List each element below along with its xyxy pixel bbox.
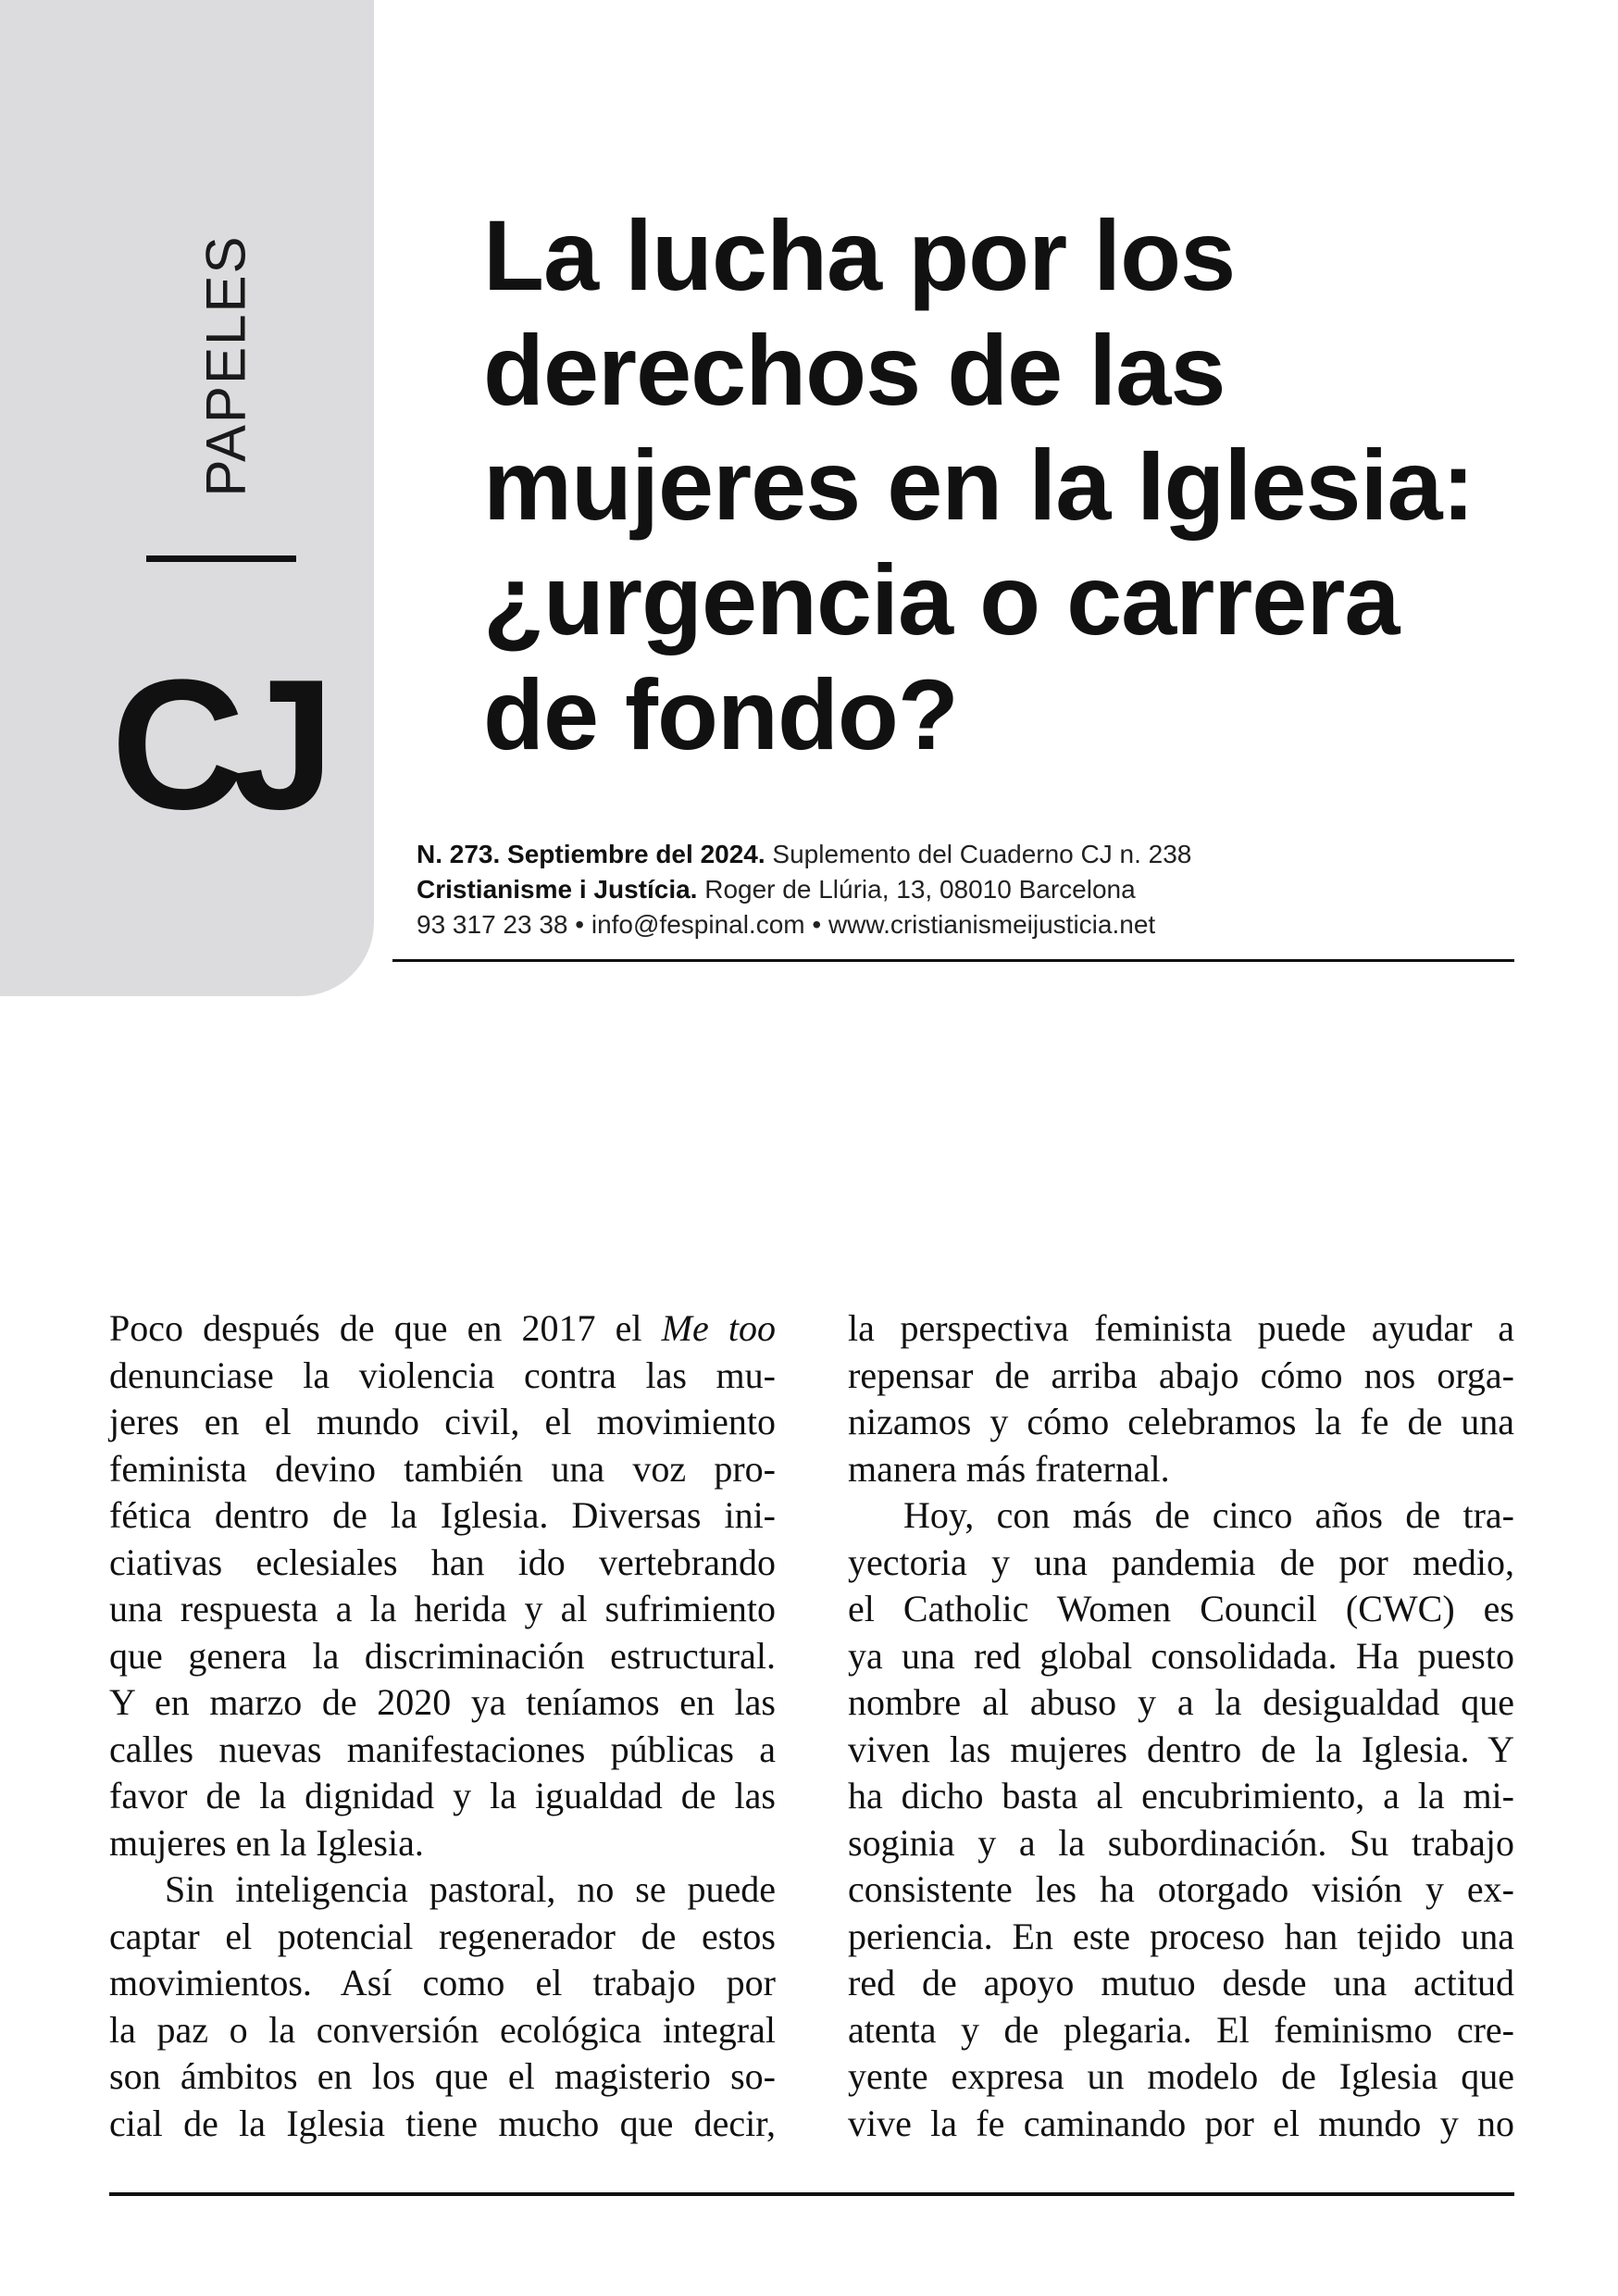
text-line: captar el potencial regenerador de estos	[109, 1915, 776, 1957]
issue-number: N. 273. Septiembre del 2024.	[417, 840, 765, 868]
contact-line: 93 317 23 38 • info@fespinal.com • www.cristianismeijusticia.net	[417, 910, 1156, 939]
series-label: PAPELES	[194, 234, 257, 497]
series-divider	[146, 555, 296, 562]
text-line: ciativas eclesiales han ido vertebrando	[109, 1541, 776, 1583]
text-line: manera más fraternal.	[848, 1447, 1170, 1490]
article-column-left	[109, 1305, 776, 2147]
emphasis-text: Me too	[661, 1307, 776, 1349]
text-line: mujeres en la Iglesia.	[109, 1821, 424, 1864]
text-line: la paz o la conversión ecológica integral	[109, 2008, 776, 2051]
text-line: soginia y a la subordinación. Su trabajo	[848, 1821, 1514, 1864]
text-line: atenta y de plegaria. El feminismo cre-	[848, 2008, 1514, 2051]
title-line: La lucha por los	[483, 199, 1236, 311]
text-line: nombre al abuso y a la desigualdad que	[848, 1681, 1514, 1723]
text-line: periencia. En este proceso han tejido una	[848, 1915, 1514, 1957]
text-line: yente expresa un modelo de Iglesia que	[848, 2055, 1514, 2097]
issue-line	[417, 837, 1509, 872]
text-line: red de apoyo mutuo desde una actitud	[848, 1962, 1514, 2003]
text-line: el Catholic Women Council (CWC) es	[848, 1588, 1514, 1629]
text-line: cial de la Iglesia tiene mucho que decir,	[109, 2102, 776, 2144]
text-line: yectoria y una pandemia de por medio,	[848, 1541, 1514, 1583]
text-line: la perspectiva feminista puede ayudar a	[848, 1307, 1514, 1349]
publisher-name: Cristianisme i Justícia.	[417, 875, 698, 904]
text-line: son ámbitos en los que el magisterio so-	[109, 2055, 776, 2097]
publisher-address: Roger de Llúria, 13, 08010 Barcelona	[697, 875, 1136, 904]
cj-logo: CJ	[111, 642, 322, 848]
text-line: vive la fe caminando por el mundo y no	[848, 2102, 1514, 2144]
text-line: ha dicho basta al encubrimiento, a la mi-	[848, 1775, 1514, 1816]
text-run: Poco después de que en 2017 el	[109, 1307, 662, 1349]
article-column-right	[848, 1305, 1514, 2147]
paragraph	[848, 1492, 1514, 2147]
text-line: repensar de arriba abajo cómo nos orga-	[848, 1354, 1514, 1396]
footer-divider	[109, 2192, 1514, 2196]
paragraph	[109, 1305, 776, 1866]
text-line: ya una red global consolidada. Ha puesto	[848, 1634, 1514, 1677]
text-line: movimientos. Así como el trabajo por	[109, 1962, 776, 2003]
text-line: Hoy, con más de cinco años de tra-	[903, 1494, 1514, 1536]
text-line: Y en marzo de 2020 ya teníamos en las	[109, 1681, 776, 1723]
text-line: calles nuevas manifestaciones públicas a	[109, 1728, 776, 1770]
text-line: denunciase la violencia contra las mu-	[109, 1354, 776, 1396]
paragraph	[848, 1305, 1514, 1492]
text-line: una respuesta a la herida y al sufrimiento	[109, 1588, 776, 1629]
title-line: de fondo?	[483, 658, 958, 770]
text-line: jeres en el mundo civil, el movimiento	[109, 1401, 776, 1442]
text-line: feminista devino también una voz pro-	[109, 1447, 776, 1490]
title-line: derechos de las	[483, 314, 1226, 426]
title-line: mujeres en la Iglesia:	[483, 429, 1475, 541]
publisher-line	[417, 872, 1509, 907]
text-line: nizamos y cómo celebramos la fe de una	[848, 1401, 1514, 1442]
publication-info	[417, 837, 1509, 942]
page-title	[483, 198, 1594, 772]
text-line: viven las mujeres dentro de la Iglesia. Y	[848, 1728, 1514, 1770]
title-line: ¿urgencia o carrera	[483, 543, 1400, 655]
header-divider	[392, 959, 1514, 962]
text-line: consistente les ha otorgado visión y ex-	[848, 1868, 1514, 1910]
supplement-text: Suplemento del Cuaderno CJ n. 238	[765, 840, 1192, 868]
text-line	[109, 1305, 776, 1353]
text-line: fética dentro de la Iglesia. Diversas ini-	[109, 1494, 776, 1536]
text-line: favor de la dignidad y la igualdad de las	[109, 1775, 776, 1816]
text-line: Sin inteligencia pastoral, no se puede	[165, 1868, 776, 1910]
paragraph	[109, 1866, 776, 2147]
text-line: que genera la discriminación estructural.	[109, 1634, 776, 1677]
